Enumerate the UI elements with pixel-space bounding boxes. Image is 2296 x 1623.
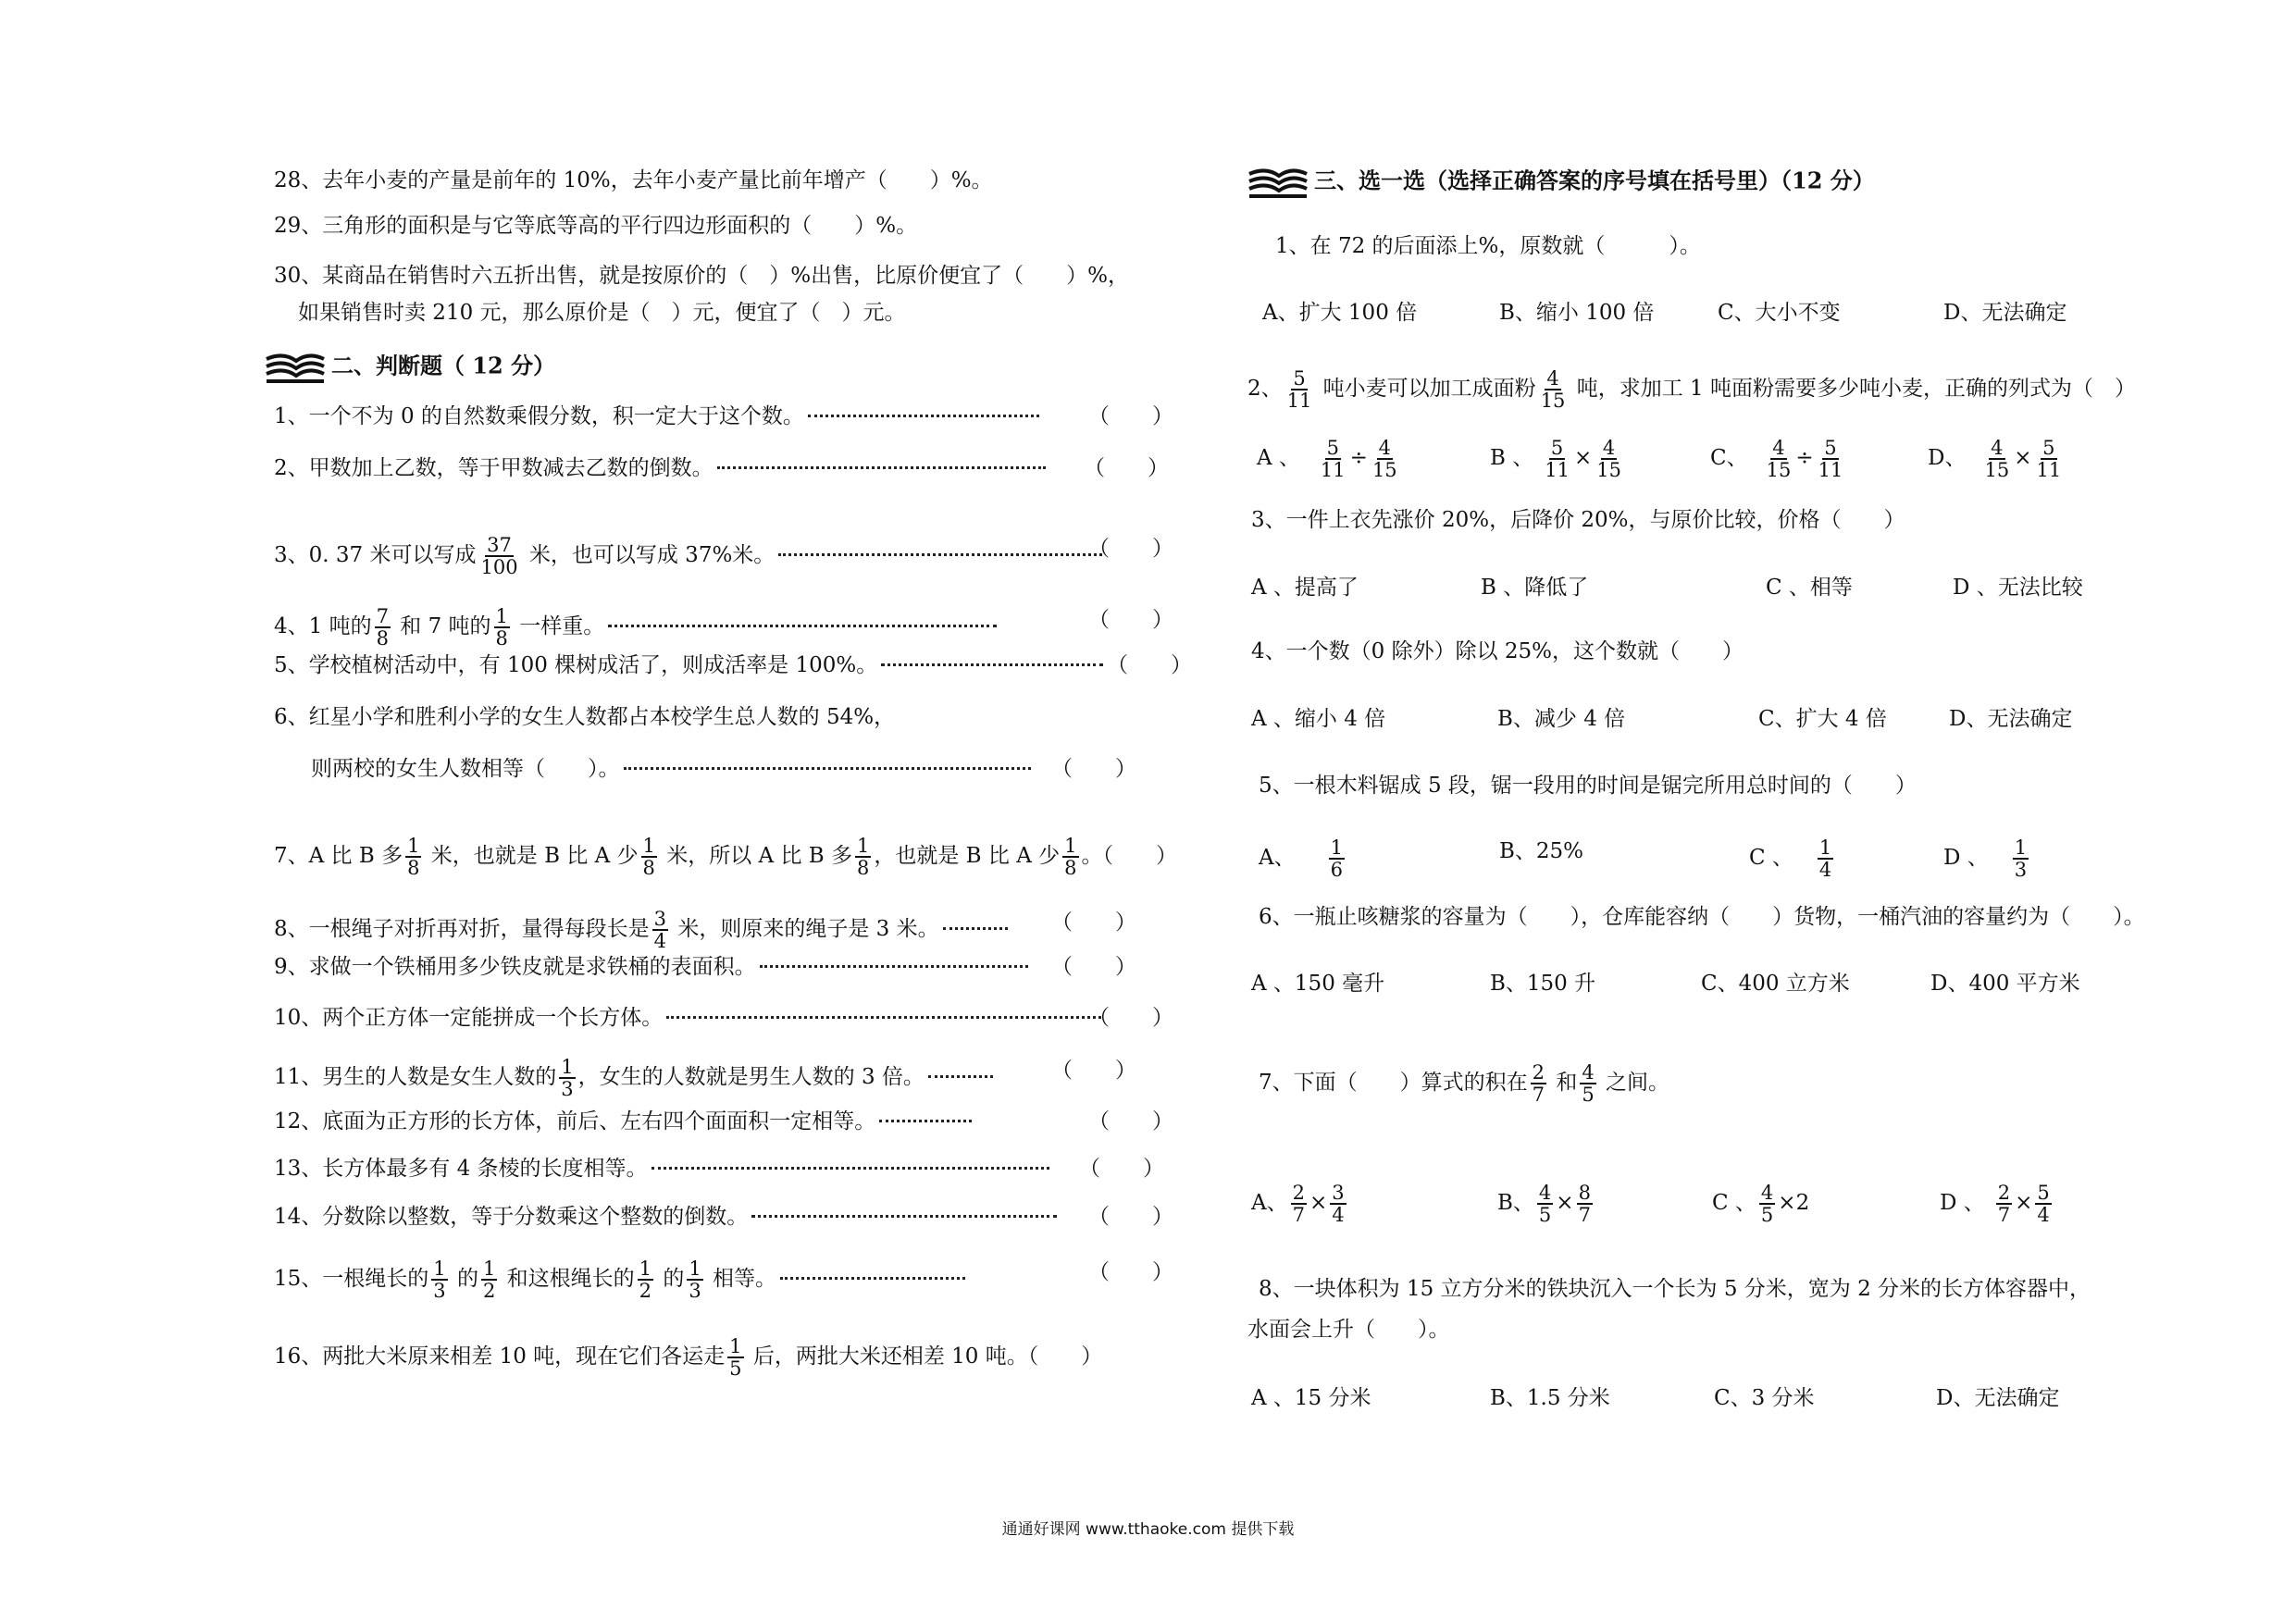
choice-4-option-c[interactable]: C、扩大 4 倍 (1758, 707, 1887, 731)
question-30-line1: 30、某商品在销售时六五折出售，就是按原价的（ ）%出售，比原价便宜了（ ）%， (274, 264, 1129, 288)
choice-5-option-c[interactable]: C 、 $\frac{1}{4}$ (1749, 836, 1832, 881)
choice-7-option-a[interactable]: A、 $\frac{2}{7}$ × $\frac{3}{4}$ (1251, 1182, 1345, 1226)
judge-6-line1: 6、红星小学和胜利小学的女生人数都占本校学生总人数的 54%， (274, 705, 896, 729)
choice-5-option-a[interactable]: A、 $\frac{1}{6}$ (1259, 836, 1343, 881)
choice-3-option-d[interactable]: D 、无法比较 (1953, 576, 2083, 600)
section-2-title: 二、判断题（ 12 分） (331, 352, 556, 379)
section-3-heading (1247, 165, 1875, 200)
judge-1-answer[interactable]: （ ） (1088, 404, 1173, 428)
judge-4-answer[interactable]: （ ） (1088, 608, 1173, 632)
question-29: 29、三角形的面积是与它等底等高的平行四边形面积的（ ）%。 (274, 214, 918, 238)
judge-11-answer[interactable]: （ ） (1051, 1059, 1136, 1083)
choice-8-option-b[interactable]: B、1.5 分米 (1490, 1386, 1610, 1410)
book-icon (265, 350, 326, 385)
fraction: $\frac{37}{100}$ (480, 534, 518, 578)
judge-1: 1、一个不为 0 的自然数乘假分数，积一定大于这个数。 (274, 403, 1045, 430)
judge-14-answer[interactable]: （ ） (1088, 1205, 1173, 1229)
choice-6-option-d[interactable]: D、400 平方米 (1930, 972, 2080, 996)
choice-4: 4、一个数（0 除外）除以 25%，这个数就（ ） (1251, 639, 1744, 663)
judge-8: 8、一根绳子对折再对折，量得每段长是 $\frac{3}{4}$ 米，则原来的绳子是 3 米。 (274, 909, 1013, 951)
judge-7-answer[interactable]: 。（ ） (1081, 844, 1177, 868)
judge-3-answer[interactable]: （ ） (1088, 537, 1173, 561)
choice-3-option-c[interactable]: C 、相等 (1766, 576, 1853, 600)
judge-7: 7、A 比 B 多 $\frac{1}{8}$ 米，也就是 B 比 A 少 $\frac{1}{8}$ 米，所以 A 比 B 多 $\frac{1}{8}$ ，也就是 B 比 A 少 $\frac{1}{8}$ 。（ ） (274, 835, 1177, 879)
choice-1: 1、在 72 的后面添上%，原数就（ ）。 (1275, 234, 1701, 258)
choice-2-option-c[interactable]: C、 $\frac{4}{15}$ ÷ $\frac{5}{11}$ (1710, 437, 1843, 481)
judge-9: 9、求做一个铁桶用多少铁皮就是求铁桶的表面积。 (274, 953, 1034, 981)
choice-4-option-d[interactable]: D、无法确定 (1949, 707, 2073, 731)
judge-8-answer[interactable]: （ ） (1051, 911, 1136, 935)
judge-2-answer[interactable]: （ ） (1084, 456, 1169, 480)
judge-5: 5、学校植树活动中，有 100 棵树成活了，则成活率是 100%。 (274, 651, 1109, 679)
choice-6: 6、一瓶止咳糖浆的容量为（ ），仓库能容纳（ ）货物，一桶汽油的容量约为（ ）。 (1259, 905, 2145, 929)
choice-2: 2、 $\frac{5}{11}$ 吨小麦可以加工成面粉 $\frac{4}{15}$ 吨，求加工 1 吨面粉需要多少吨小麦，正确的列式为（ ） (1247, 367, 2136, 412)
choice-1-option-d[interactable]: D、无法确定 (1943, 301, 2067, 325)
choice-8-line2: 水面会上升（ ）。 (1247, 1318, 1450, 1342)
judge-2: 2、甲数加上乙数，等于甲数减去乙数的倒数。 (274, 454, 1051, 482)
judge-3: 3、0. 37 米可以写成 $\frac{37}{100}$ 米，也可以写成 37%米。 (274, 535, 1108, 577)
choice-3-option-a[interactable]: A 、提高了 (1251, 576, 1359, 600)
judge-9-answer[interactable]: （ ） (1051, 955, 1136, 979)
choice-6-option-c[interactable]: C、400 立方米 (1701, 972, 1850, 996)
judge-5-answer[interactable]: （ ） (1107, 653, 1192, 677)
choice-7-option-b[interactable]: B、 $\frac{4}{5}$ × $\frac{8}{7}$ (1497, 1182, 1591, 1226)
judge-10-answer[interactable]: （ ） (1088, 1006, 1173, 1030)
choice-4-option-a[interactable]: A 、缩小 4 倍 (1251, 707, 1386, 731)
book-icon (1247, 165, 1309, 200)
question-28: 28、去年小麦的产量是前年的 10%，去年小麦产量比前年增产（ ）%。 (274, 168, 993, 192)
judge-13-answer[interactable]: （ ） (1079, 1157, 1164, 1181)
choice-6-option-a[interactable]: A 、150 毫升 (1251, 972, 1385, 996)
choice-7-option-c[interactable]: C 、 $\frac{4}{5}$ ×2 (1712, 1182, 1810, 1226)
judge-11: 11、男生的人数是女生人数的 $\frac{1}{3}$ ，女生的人数就是男生人数的 3 倍。 (274, 1057, 999, 1099)
choice-4-option-b[interactable]: B、减少 4 倍 (1497, 707, 1626, 731)
question-30-line2: 如果销售时卖 210 元，那么原价是（ ）元，便宜了（ ）元。 (298, 301, 906, 325)
choice-8-line1: 8、一块体积为 15 立方分米的铁块沉入一个长为 5 分米，宽为 2 分米的长方体容器中， (1259, 1277, 2091, 1301)
judge-12: 12、底面为正方形的长方体，前后、左右四个面面积一定相等。 (274, 1108, 977, 1135)
choice-8-option-c[interactable]: C、3 分米 (1714, 1386, 1815, 1410)
choice-5-option-d[interactable]: D 、 $\frac{1}{3}$ (1943, 836, 2028, 881)
choice-5-option-b[interactable]: B、25% (1499, 839, 1584, 863)
choice-1-option-a[interactable]: A、扩大 100 倍 (1262, 301, 1418, 325)
choice-6-option-b[interactable]: B、150 升 (1490, 972, 1596, 996)
section-2-heading (265, 350, 555, 385)
choice-1-option-c[interactable]: C、大小不变 (1718, 301, 1841, 325)
choice-1-option-b[interactable]: B、缩小 100 倍 (1499, 301, 1655, 325)
judge-6-answer[interactable]: （ ） (1051, 757, 1136, 781)
judge-12-answer[interactable]: （ ） (1088, 1109, 1173, 1134)
judge-6-line2: 则两校的女生人数相等（ ）。 (311, 755, 1036, 783)
choice-5: 5、一根木料锯成 5 段，锯一段用的时间是锯完所用总时间的（ ） (1259, 774, 1917, 798)
choice-3: 3、一件上衣先涨价 20%，后降价 20%，与原价比较，价格（ ） (1251, 508, 1905, 532)
judge-15-answer[interactable]: （ ） (1088, 1260, 1173, 1284)
choice-8-option-a[interactable]: A 、15 分米 (1251, 1386, 1371, 1410)
choice-3-option-b[interactable]: B 、降低了 (1481, 576, 1589, 600)
choice-7: 7、下面（ ）算式的积在 $\frac{2}{7}$ 和 $\frac{4}{5}$ 之间。 (1259, 1061, 1670, 1106)
judge-14: 14、分数除以整数，等于分数乘这个整数的倒数。 (274, 1203, 1062, 1231)
choice-7-option-d[interactable]: D 、 $\frac{2}{7}$ × $\frac{5}{4}$ (1940, 1182, 2050, 1226)
choice-2-option-d[interactable]: D、 $\frac{4}{15}$ × $\frac{5}{11}$ (1928, 437, 2062, 481)
judge-10: 10、两个正方体一定能拼成一个长方体。 (274, 1004, 1107, 1032)
judge-15: 15、一根绳长的 $\frac{1}{3}$ 的 $\frac{1}{2}$ 和这根绳长的 $\frac{1}{2}$ 的 $\frac{1}{3}$ 相等。 (274, 1258, 971, 1301)
judge-13: 13、长方体最多有 4 条棱的长度相等。 (274, 1155, 1055, 1183)
judge-16: 16、两批大米原来相差 10 吨，现在它们各运走 $\frac{1}{5}$ 后，两批大米还相差 10 吨。（ ） (274, 1335, 1103, 1380)
choice-2-option-b[interactable]: B 、 $\frac{5}{11}$ × $\frac{4}{15}$ (1490, 437, 1621, 481)
choice-8-option-d[interactable]: D、无法确定 (1936, 1386, 2060, 1410)
section-3-title: 三、选一选（选择正确答案的序号填在括号里）（12 分） (1314, 167, 1875, 194)
judge-4: 4、1 吨的 $\frac{7}{8}$ 和 7 吨的 $\frac{1}{8}$ 一样重。 (274, 606, 1002, 649)
footer-credit: 通通好课网 www.tthaoke.com 提供下载 (1001, 1520, 1295, 1539)
choice-2-option-a[interactable]: A 、 $\frac{5}{11}$ ÷ $\frac{4}{15}$ (1257, 437, 1397, 481)
